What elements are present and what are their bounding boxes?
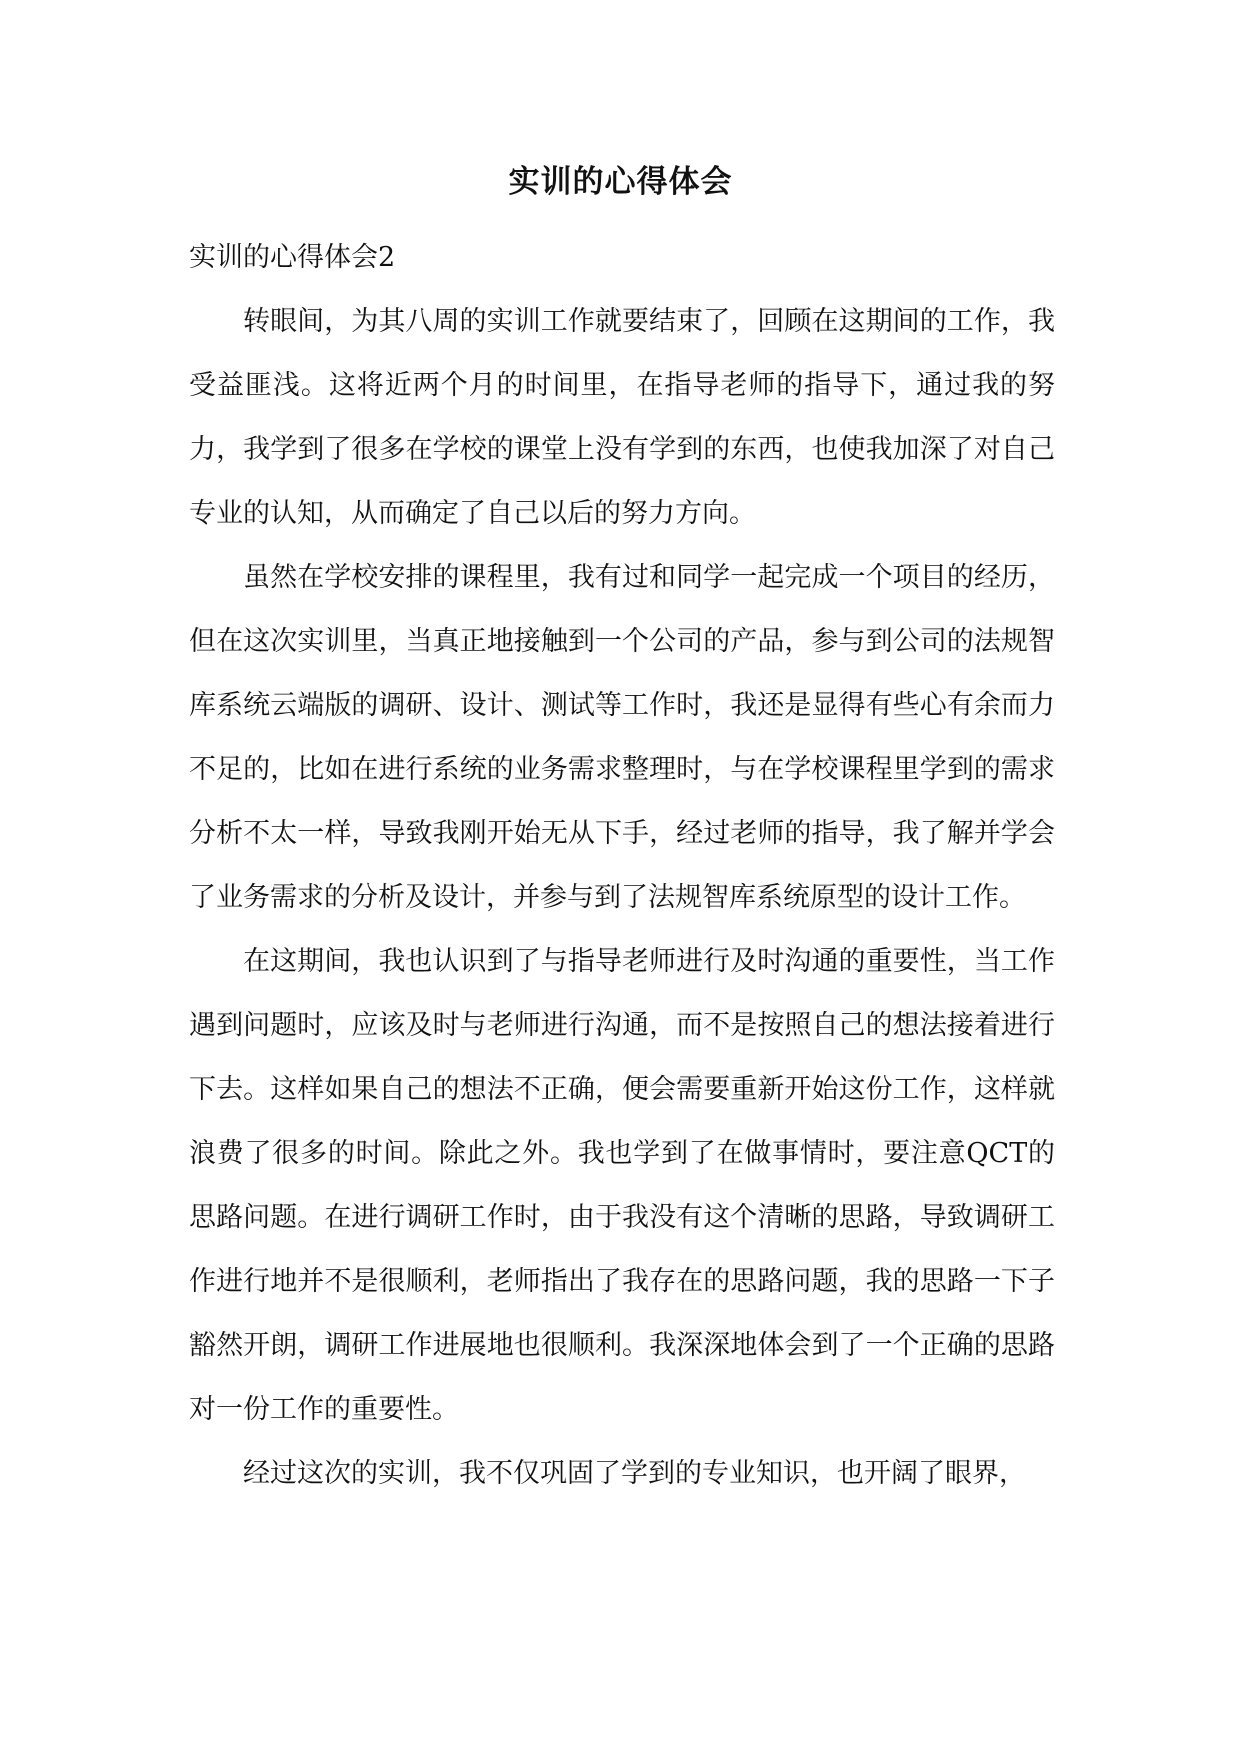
- document-body: [189, 226, 1055, 1506]
- document-subtitle: 实训的心得体会2: [189, 242, 396, 273]
- document-title: 实训的心得体会: [508, 164, 733, 200]
- paragraph-3: 在这期间，我也认识到了与指导老师进行及时沟通的重要性，当工作遇到问题时，应该及时与老师进行沟通，而不是按照自己的想法接着进行下去。这样如果自己的想法不正确，便会需要重新开始这份工作，这样就浪费了很多的时间。除此之外。我也学到了在做事情时，要注意QCT的思路问题。在进行调研工作时，由于我没有这个清晰的思路，导致调研工作进行地并不是很顺利，老师指出了我存在的思路问题，我的思路一下子豁然开朗，调研工作进展地也很顺利。我深深地体会到了一个正确的思路对一份工作的重要性。: [189, 946, 1055, 1425]
- paragraph-2: 虽然在学校安排的课程里，我有过和同学一起完成一个项目的经历，但在这次实训里，当真正地接触到一个公司的产品，参与到公司的法规智库系统云端版的调研、设计、测试等工作时，我还是显得有些心有余而力不足的，比如在进行系统的业务需求整理时，与在学校课程里学到的需求分析不太一样，导致我刚开始无从下手，经过老师的指导，我了解并学会了业务需求的分析及设计，并参与到了法规智库系统原型的设计工作。: [189, 562, 1055, 913]
- paragraph-1: 转眼间，为其八周的实训工作就要结束了，回顾在这期间的工作，我受益匪浅。这将近两个月的时间里，在指导老师的指导下，通过我的努力，我学到了很多在学校的课堂上没有学到的东西，也使我加深了对自己专业的认知，从而确定了自己以后的努力方向。: [189, 306, 1055, 529]
- paragraph-4: 经过这次的实训，我不仅巩固了学到的专业知识，也开阔了眼界，: [243, 1458, 1026, 1489]
